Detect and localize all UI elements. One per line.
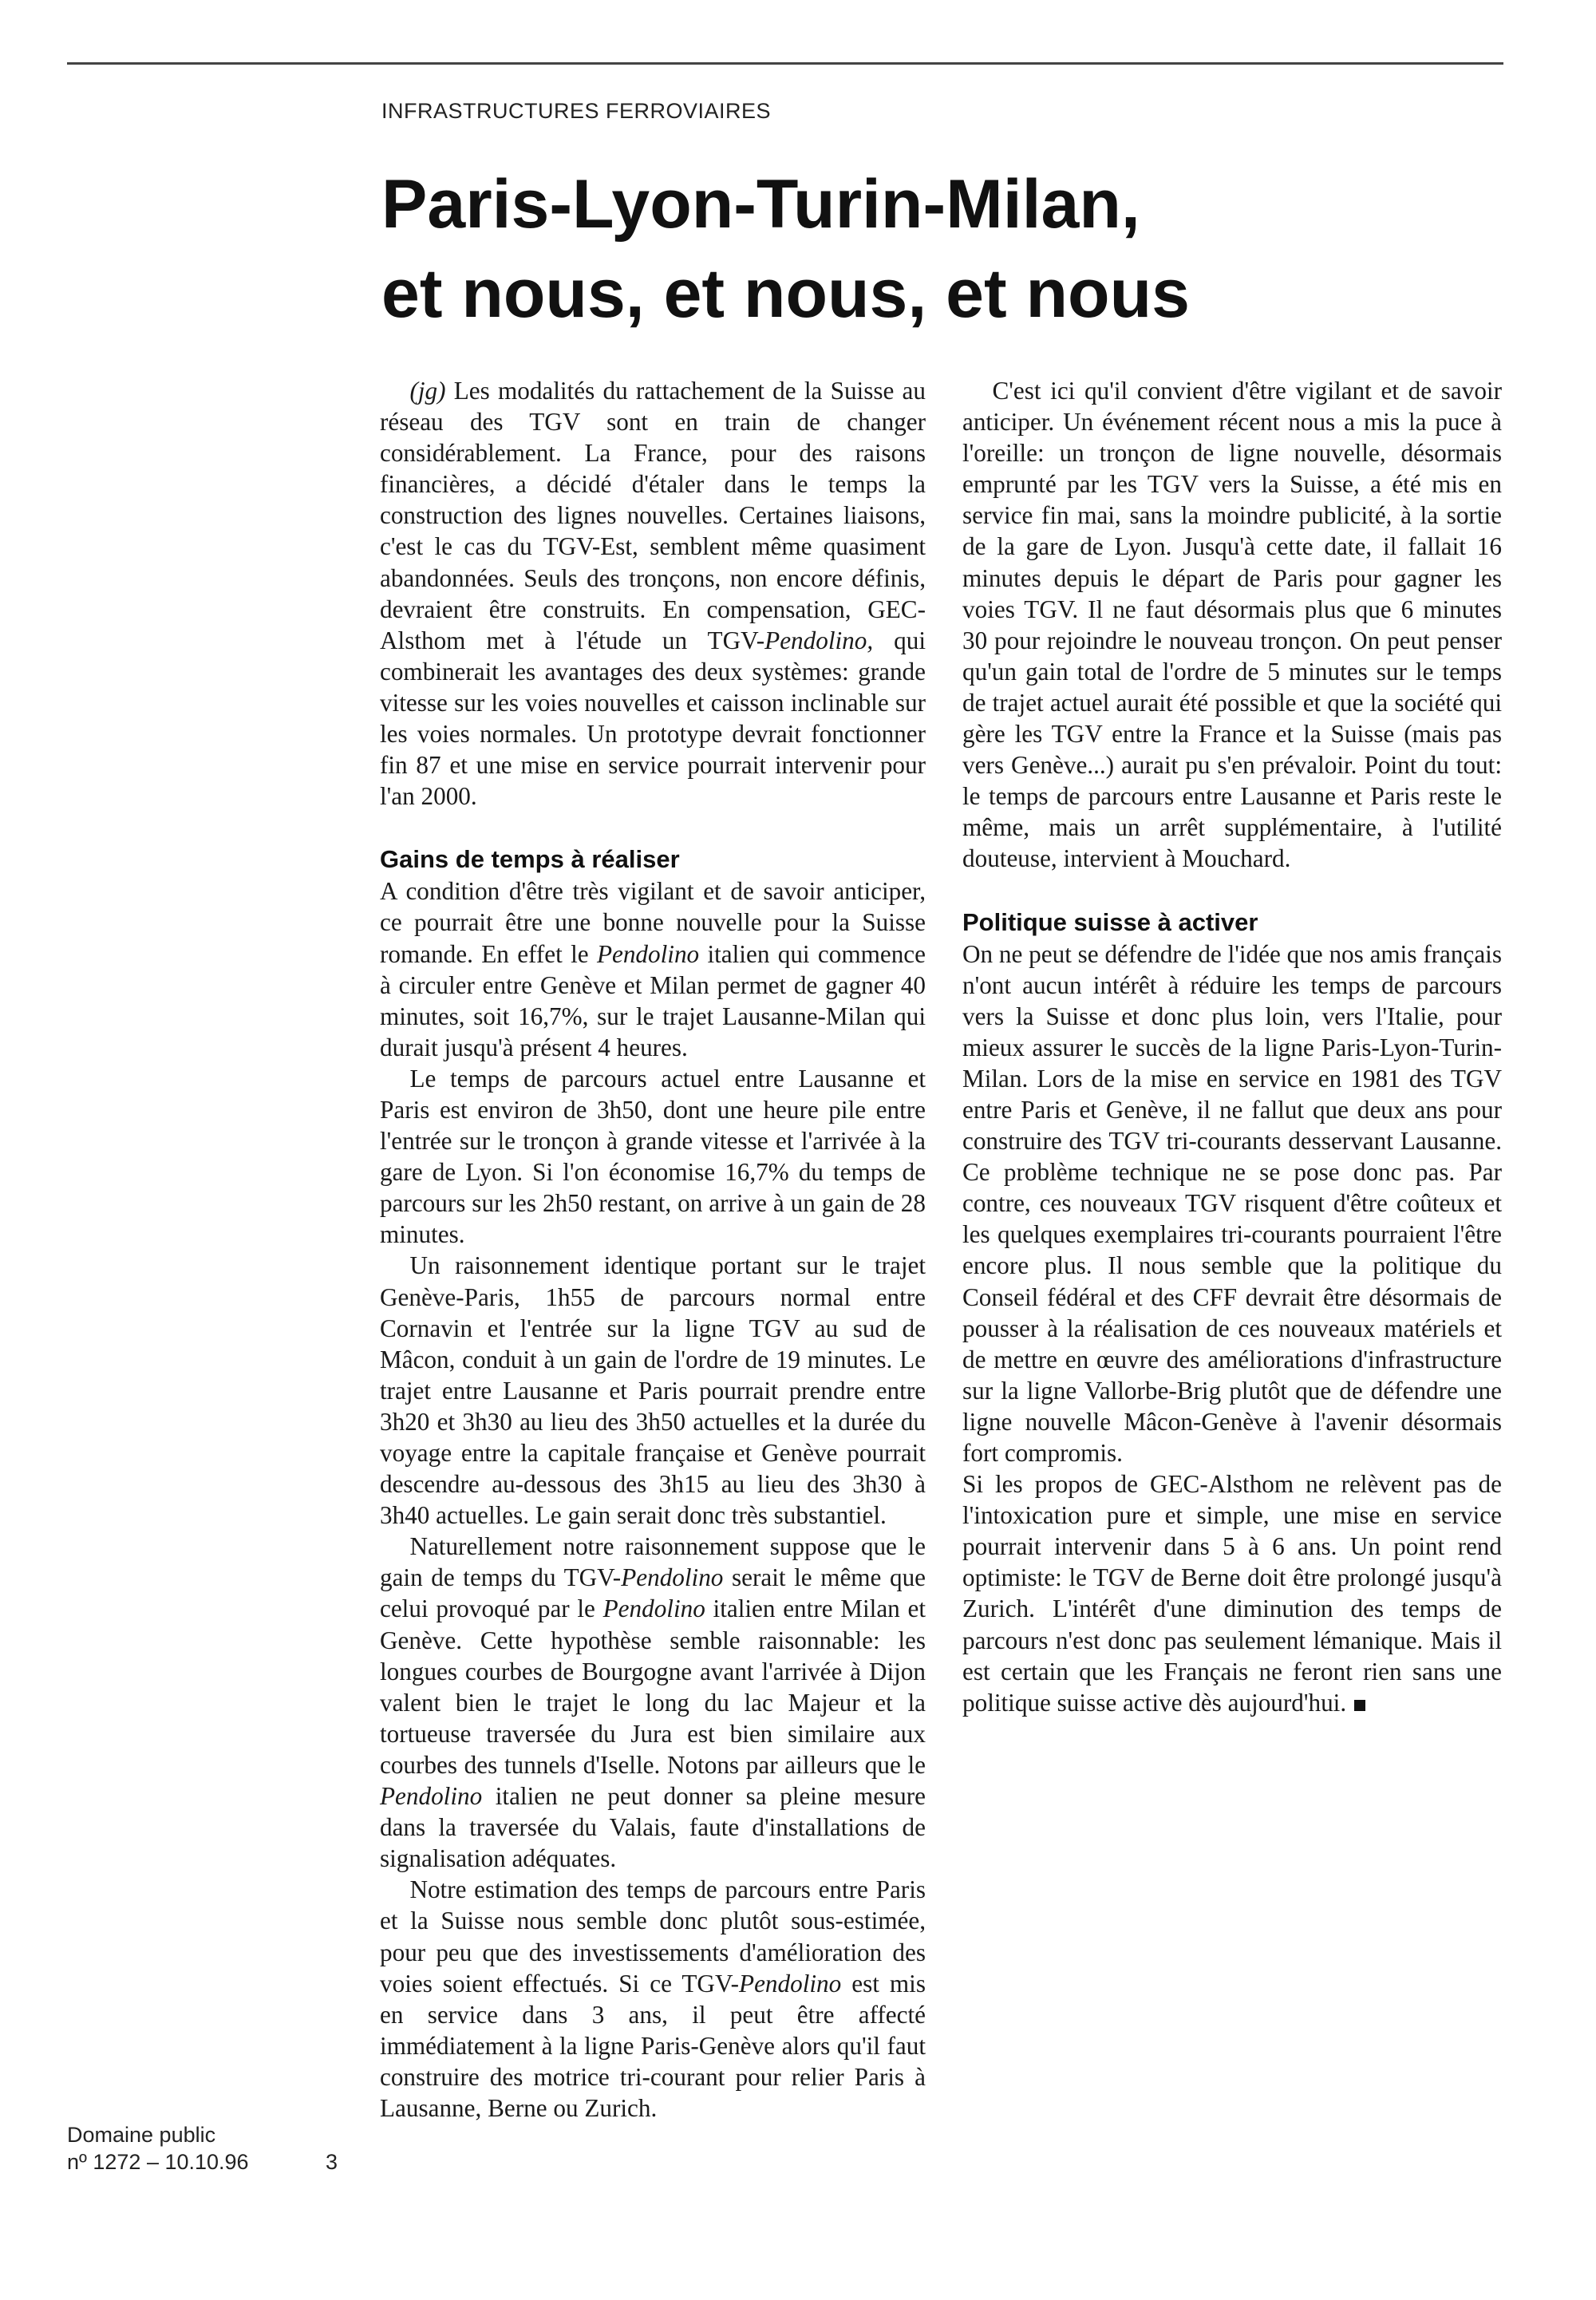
page-number: 3	[326, 2150, 338, 2174]
section-heading: Gains de temps à réaliser	[380, 845, 680, 874]
article-column-left	[380, 375, 926, 2124]
top-rule	[67, 62, 1503, 65]
paragraph-continued: Notre estimation des temps de parcours entre Paris et la Suisse nous semble donc plutôt sous-estimée, pour peu que des investissements d'amélioration des voies soient effectués. Si ce TGV-Pendolino est mis en service dans 3 ans, il peut être affecté immédiatement à la ligne Paris-Genève alors qu'il faut construire des motrice tri-courant pour relier Paris à Lausanne, Berne ou Zurich.	[380, 1875, 926, 2122]
publication-footer	[67, 2121, 249, 2176]
end-of-article-square-icon	[1354, 1700, 1365, 1711]
section-rubric: INFRASTRUCTURES FERROVIAIRES	[381, 99, 772, 123]
issue-info: nº 1272 – 10.10.96	[67, 2150, 249, 2174]
paragraph: Naturellement notre raisonnement suppose que le gain de temps du TGV-Pendolino serait le même que celui provoqué par le Pendolino italien entre Milan et Genève. Cette hypothèse semble raisonnable: les longues courbes de Bourgogne avant l'arrivée à Dijon valent bien le trajet le long du lac Majeur et la tortueuse traversée du Jura est bien similaire aux courbes des tunnels d'Iselle. Notons par ailleurs que le Pendolino italien ne peut donner sa pleine mesure dans la traversée du Valais, faute d'installations de signalisation adéquates.	[380, 1532, 926, 1873]
paragraph: C'est ici qu'il convient d'être vigilant et de savoir anticiper. Un événement récent nous a mis la puce à l'oreille: un tronçon de ligne nouvelle, désormais emprunté par les TGV vers la Suisse, a été mis en service fin mai, sans la moindre publicité, à la sortie de la gare de Lyon. Jusqu'à cette date, il fallait 16 minutes depuis le départ de Paris pour gagner les voies TGV. Il ne faut désormais plus que 6 minutes 30 pour rejoindre le nouveau tronçon. On peut penser qu'un gain total de l'ordre de 5 minutes sur le temps de trajet actuel aurait été possible et que la société qui gère les TGV entre la France et la Suisse (mais pas vers Genève...) aurait pu s'en prévaloir. Point du tout: le temps de parcours entre Lausanne et Paris reste le même, mais un arrêt supplémentaire, à l'utilité douteuse, intervient à Mouchard.	[962, 377, 1502, 873]
paragraph: Le temps de parcours actuel entre Lausanne et Paris est environ de 3h50, dont une heure pile entre l'entrée sur le tronçon à grande vitesse et l'arrivée à la gare de Lyon. Si l'on économise 16,7% du temps de parcours sur les 2h50 restant, on arrive à un gain de 28 minutes.	[380, 1064, 926, 1249]
paragraph: On ne peut se défendre de l'idée que nos amis français n'ont aucun intérêt à réduire les temps de parcours vers la Suisse et donc plus loin, vers l'Italie, pour mieux assurer le succès de la ligne Paris-Lyon-Turin-Milan. Lors de la mise en service en 1981 des TGV entre Paris et Genève, il ne fallut que deux ans pour construire des TGV tri-courants desservant Lausanne. Ce problème technique ne se pose donc pas. Par contre, ces nouveaux TGV risquent d'être coûteux et les quelques exemplaires tri-courants pourraient l'être encore plus. Il nous semble que la politique du Conseil fédéral et des CFF devrait être désormais de pousser à la réalisation de ces nouveaux matériels et de mettre en œuvre des améliorations d'infrastructure sur la ligne Vallorbe-Brig plutôt que de défendre une ligne nouvelle Mâcon-Genève à l'avenir désormais fort compromis.	[962, 939, 1502, 1467]
headline-line-1: Paris-Lyon-Turin-Milan,	[381, 166, 1140, 243]
article-column-right	[962, 375, 1502, 1718]
section-heading: Politique suisse à activer	[962, 907, 1258, 936]
closing-paragraph: Si les propos de GEC-Alsthom ne relèvent pas de l'intoxication pure et simple, une mise en service pourrait intervenir dans 5 à 6 ans. Un point rend optimiste: le TGV de Berne doit être prolongé jusqu'à Zurich. L'intérêt d'une diminution des temps de parcours n'est donc pas seulement lémanique. Mais il est certain que les Français ne feront rien sans une politique suisse active dès aujourd'hui.	[962, 1470, 1502, 1717]
intro-paragraph: (jg) Les modalités du rattachement de la Suisse au réseau des TGV sont en train de changer considérablement. La France, pour des raisons financières, a décidé d'étaler dans le temps la construction des lignes nouvelles. Certaines liaisons, c'est le cas du TGV-Est, semblent même quasiment abandonnées. Seuls des tronçons, non encore définis, devraient être construits. En compensation, GEC-Alsthom met à l'étude un TGV-Pendolino, qui combinerait les avantages des deux systèmes: grande vitesse sur les voies nouvelles et caisson inclinable sur les voies normales. Un prototype devrait fonctionner fin 87 et une mise en service pourrait intervenir pour l'an 2000.	[380, 377, 926, 811]
author-initials: (jg)	[409, 377, 446, 405]
paragraph: A condition d'être très vigilant et de savoir anticiper, ce pourrait être une bonne nouvelle pour la Suisse romande. En effet le Pendolino italien qui commence à circuler entre Genève et Milan permet de gagner 40 minutes, soit 16,7%, sur le trajet Lausanne-Milan qui durait jusqu'à présent 4 heures.	[380, 877, 926, 1061]
headline-line-2: et nous, et nous, et nous	[381, 255, 1190, 332]
publication-name: Domaine public	[67, 2123, 216, 2147]
article-headline	[381, 160, 1499, 338]
paragraph: Un raisonnement identique portant sur le trajet Genève-Paris, 1h55 de parcours normal entre Cornavin et l'entrée sur la ligne TGV au sud de Mâcon, conduit à un gain de l'ordre de 19 minutes. Le trajet entre Lausanne et Paris pourrait prendre entre 3h20 et 3h30 au lieu des 3h50 actuelles et la durée du voyage entre la capitale française et Genève pourrait descendre au-dessous des 3h15 au lieu des 3h30 à 3h40 actuelles. Le gain serait donc très substantiel.	[380, 1251, 926, 1530]
